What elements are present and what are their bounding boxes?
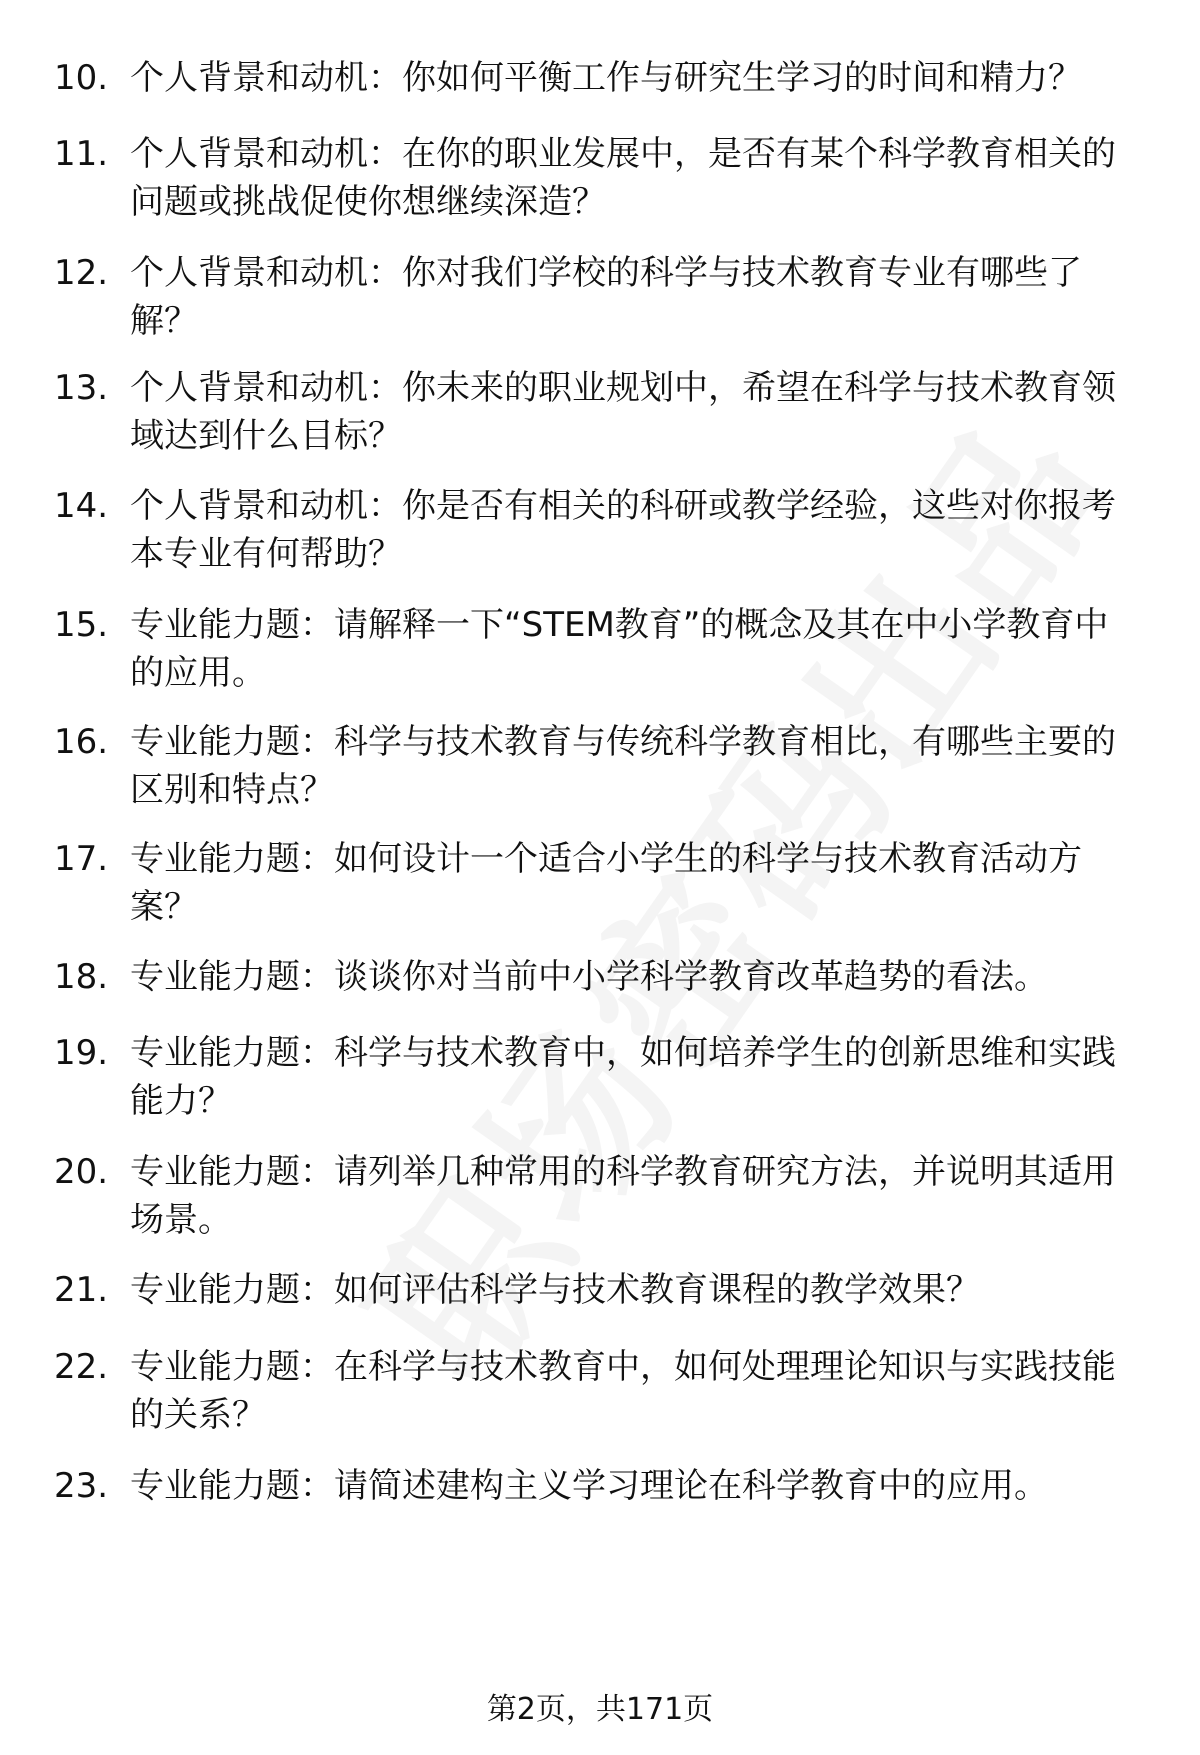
question-text: 个人背景和动机：你是否有相关的科研或教学经验，这些对你报考本专业有何帮助？ <box>130 486 1116 574</box>
question-text: 专业能力题：科学与技术教育中，如何培养学生的创新思维和实践能力？ <box>130 1033 1116 1121</box>
question-number: 18. <box>54 957 109 997</box>
question-text: 个人背景和动机：你未来的职业规划中，希望在科学与技术教育领域达到什么目标？ <box>130 368 1116 456</box>
question-number: 14. <box>54 486 109 526</box>
question-number: 12. <box>54 253 109 293</box>
page-footer: 第2页，共171页 <box>486 1692 714 1727</box>
question-number: 17. <box>54 839 109 879</box>
question-number: 16. <box>54 722 109 762</box>
question-text: 专业能力题：请解释一下“STEM教育”的概念及其在中小学教育中的应用。 <box>130 605 1109 693</box>
question-text: 专业能力题：请列举几种常用的科学教育研究方法，并说明其适用场景。 <box>130 1152 1116 1240</box>
question-text: 专业能力题：科学与技术教育与传统科学教育相比，有哪些主要的区别和特点？ <box>130 722 1116 810</box>
question-text: 专业能力题：如何评估科学与技术教育课程的教学效果？ <box>130 1270 980 1310</box>
question-number: 22. <box>54 1347 109 1387</box>
question-text: 专业能力题：谈谈你对当前中小学科学教育改革趋势的看法。 <box>130 957 1048 997</box>
question-text: 个人背景和动机：你对我们学校的科学与技术教育专业有哪些了解？ <box>130 253 1082 341</box>
question-number: 11. <box>54 134 109 174</box>
question-number: 15. <box>54 605 109 645</box>
question-number: 13. <box>54 368 109 408</box>
question-text: 个人背景和动机：在你的职业发展中，是否有某个科学教育相关的问题或挑战促使你想继续深造？ <box>130 134 1116 222</box>
question-number: 23. <box>54 1466 109 1506</box>
question-number: 10. <box>54 58 109 98</box>
question-number: 20. <box>54 1152 109 1192</box>
question-text: 专业能力题：在科学与技术教育中，如何处理理论知识与实践技能的关系？ <box>130 1347 1116 1435</box>
question-number: 21. <box>54 1270 109 1310</box>
question-text: 专业能力题：请简述建构主义学习理论在科学教育中的应用。 <box>130 1466 1048 1506</box>
question-number: 19. <box>54 1033 109 1073</box>
question-text: 个人背景和动机：你如何平衡工作与研究生学习的时间和精力？ <box>130 58 1082 98</box>
question-text: 专业能力题：如何设计一个适合小学生的科学与技术教育活动方案？ <box>130 839 1082 927</box>
